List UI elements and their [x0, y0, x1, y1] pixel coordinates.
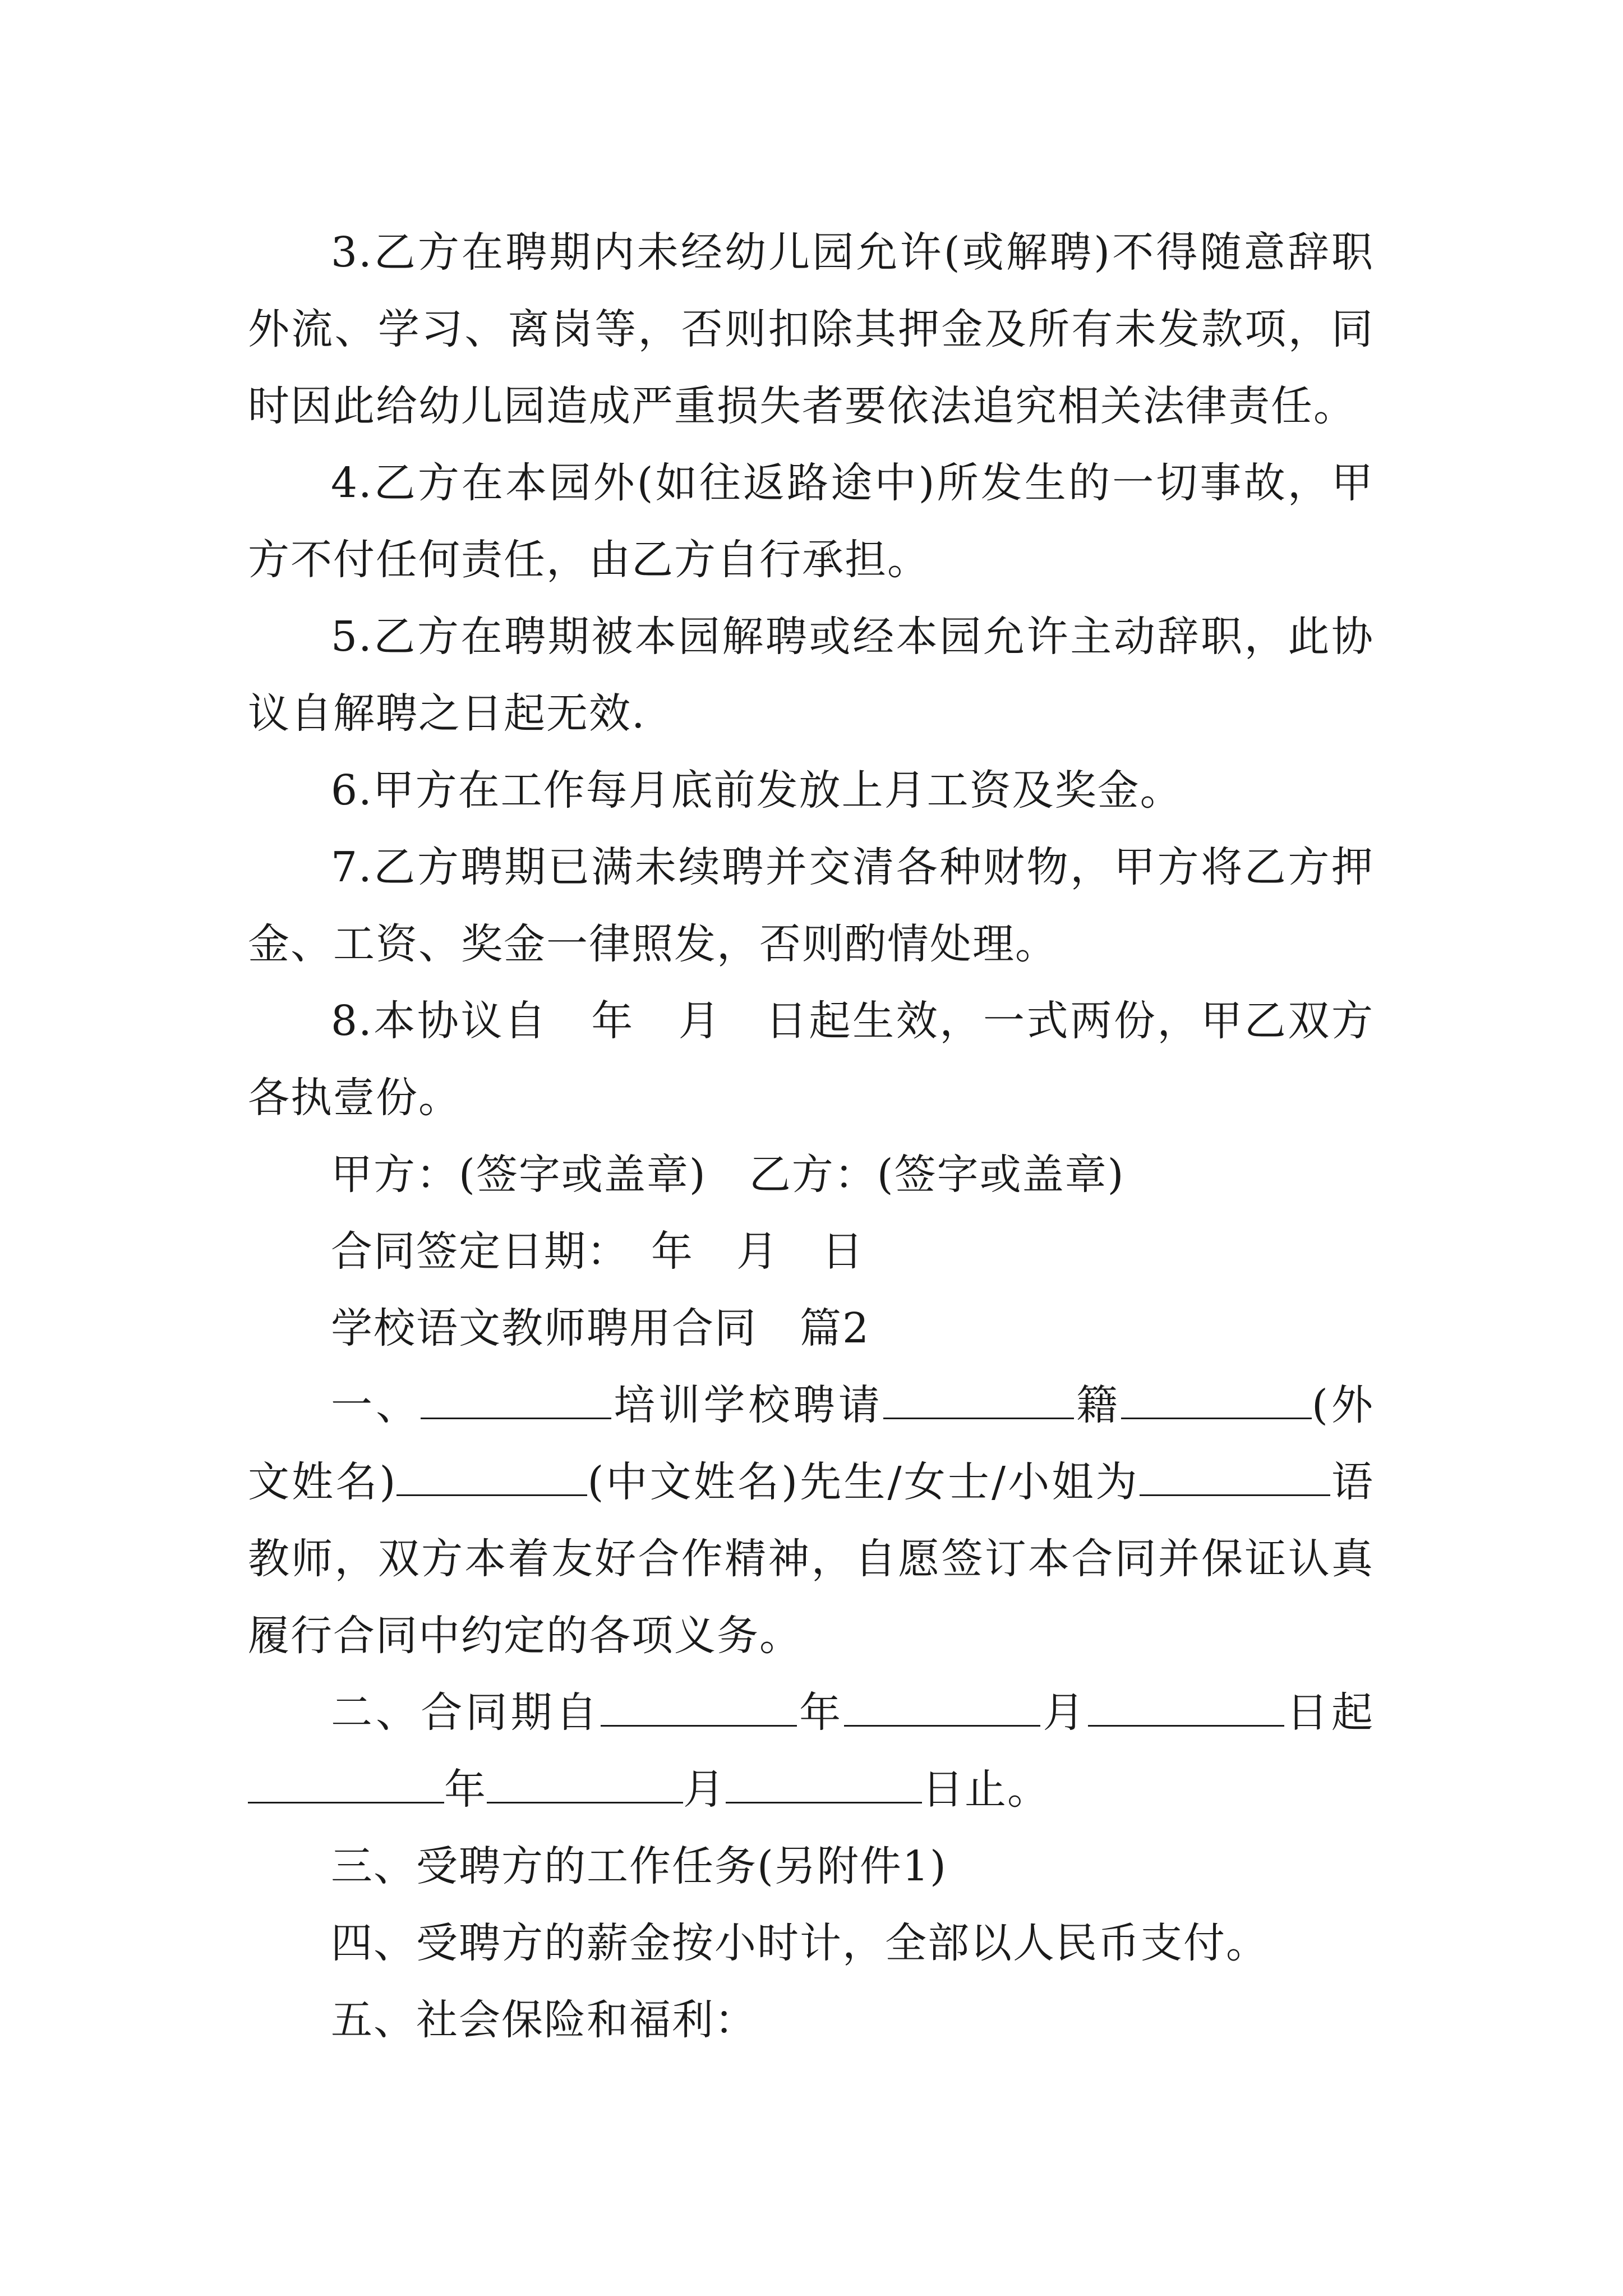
clause-8: 8.本协议自 年 月 日起生效，一式两份，甲乙双方各执壹份。 [248, 997, 1374, 1122]
clause-1-text: 培训学校聘请 [611, 1381, 883, 1429]
language-blank [1140, 1453, 1330, 1496]
clause-1-text: (中文姓名)先生/女士/小姐为 [587, 1458, 1140, 1506]
contract-clause-1 [248, 1367, 1374, 1674]
end-day-blank [726, 1760, 922, 1803]
clause-6: 6.甲方在工作每月底前发放上月工资及奖金。 [331, 766, 1183, 815]
section-title: 学校语文教师聘用合同 篇2 [331, 1304, 870, 1352]
clause-2-text: 二、合同期自 [331, 1688, 601, 1737]
clause-1-text: 籍 [1073, 1381, 1122, 1429]
school-name-blank [421, 1376, 611, 1419]
foreign-name-blank [1121, 1376, 1312, 1419]
clause-1-text: (外文姓名) [248, 1381, 1374, 1506]
document-body [248, 214, 1374, 2059]
clause-2-text: 月 [683, 1765, 726, 1814]
contract-clause-5: 五、社会保险和福利： [331, 1996, 757, 2044]
clause-7: 7.乙方聘期已满未续聘并交清各种财物，甲方将乙方押金、工资、奖金一律照发，否则酌情处理。 [248, 843, 1374, 968]
start-month-blank [844, 1683, 1040, 1727]
nationality-blank [883, 1376, 1074, 1419]
clause-1-text: 语教师，双方本着友好合作精神，自愿签订本合同并保证认真履行合同中约定的各项义务。 [248, 1458, 1375, 1660]
end-year-blank [248, 1760, 444, 1803]
start-year-blank [601, 1683, 797, 1727]
contract-clause-4: 四、受聘方的薪金按小时计，全部以人民币支付。 [331, 1919, 1269, 1967]
clause-4: 4.乙方在本园外(如往返路途中)所发生的一切事故，甲方不付任何责任，由乙方自行承担。 [248, 459, 1374, 584]
chinese-name-blank [396, 1453, 587, 1496]
clause-5: 5.乙方在聘期被本园解聘或经本园允许主动辞职，此协议自解聘之日起无效. [248, 613, 1374, 738]
clause-2-text: 月 [1040, 1688, 1088, 1737]
clause-2-text: 年 [797, 1688, 845, 1737]
contract-clause-2 [248, 1674, 1374, 1828]
clause-2-text: 日止。 [922, 1765, 1050, 1814]
signature-line: 甲方：(签字或盖章) 乙方：(签字或盖章) [331, 1151, 1125, 1199]
start-day-blank [1088, 1683, 1284, 1727]
signing-date: 合同签定日期： 年 月 日 [331, 1227, 864, 1276]
contract-clause-3: 三、受聘方的工作任务(另附件1) [331, 1842, 947, 1890]
clause-1-text: 一、 [331, 1381, 421, 1429]
clause-2-text: 日起 [1284, 1688, 1375, 1737]
clause-2-text: 年 [444, 1765, 487, 1814]
clause-3: 3.乙方在聘期内未经幼儿园允许(或解聘)不得随意辞职外流、学习、离岗等，否则扣除其押金及所有未发款项，同时因此给幼儿园造成严重损失者要依法追究相关法律责任。 [248, 228, 1374, 430]
end-month-blank [487, 1760, 683, 1803]
